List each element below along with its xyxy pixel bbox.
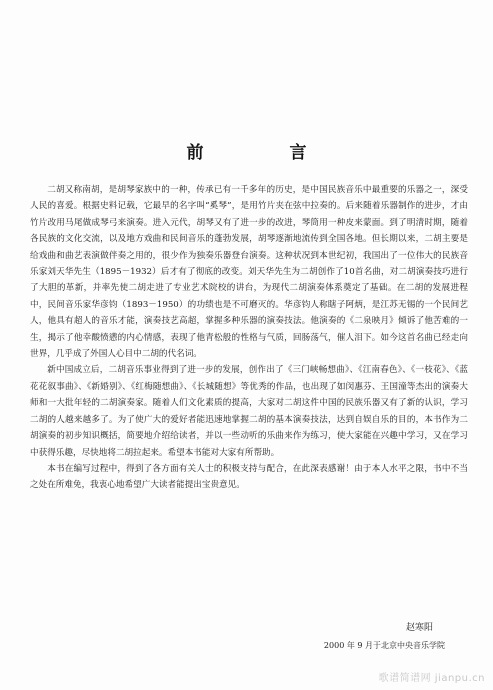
page-title: 前 言 (186, 143, 347, 163)
author-signature: 赵寒阳 (405, 623, 433, 633)
date-line: 2000 年 9 月于北京中央音乐学院 (323, 641, 445, 650)
paragraph-3: 本书在编写过程中，得到了各方面有关人士的积极支持与配合，在此深表感谢！由于本人水平之限，书中不当之处在所难免，我衷心地希望广大读者能提出宝贵意见。 (30, 463, 468, 491)
watermark: 歌谱简谱网 jianpu.cn (378, 673, 485, 684)
paragraph-2: 新中国成立后，二胡音乐事业得到了进一步的发展，创作出了《三门峡畅想曲》、《江南春色》、《一枝花》、《蓝花花叙事曲》、《新婚别》、《红梅随想曲》、《长城随想》等优秀的作品，也出现了如闵惠芬、王国潼等杰出的演奏大师和一大批年轻的二胡演奏家。随着人们文化素质的提高，大家对二胡这件中国的民族乐器又有了新的认识，学习二胡的人越来越多了。为了使广大的爱好者能迅速地掌握二胡的基本演奏技法，达到自娱自乐的目的，本书作为二胡演奏的初步知识概括，简要地介绍给读者，并以一些动听的乐曲来作为练习，使大家能在兴趣中学习，又在学习中获得乐趣，尽快地将二胡拉起来。希望本书能对大家有所帮助。 (30, 365, 468, 458)
paragraph-1: 二胡又称南胡，是胡琴家族中的一种，传承已有一千多年的历史，是中国民族音乐中最重要的乐器之一，深受人民的喜爱。根据史料记载，它最早的名字叫“奚琴”，是用竹片夹在弦中拉奏的。后来随着乐器制作的进步，才由竹片改用马尾做成琴弓来演奏。进入元代，胡琴又有了进一步的改进，琴筒用一种皮来蒙面。到了明清时期，随着各民族的文化交流，以及地方戏曲和民间音乐的蓬勃发展，胡琴逐渐地流传到全国各地。但长期以来，二胡主要是给戏曲和曲艺表演做伴奏之用的，很少作为独奏乐器登台演奏。这种状况到本世纪初，我国出了一位伟大的民族音乐家刘天华先生（1895－1932）后才有了彻底的改变。刘天华先生为二胡创作了10首名曲，对二胡演奏技巧进行了大胆的革新，并率先使二胡走进了专业艺术院校的讲台，为现代二胡演奏体系奠定了基础。在二胡的发展进程中，民间音乐家华彦钧（1893－1950）的功绩也是不可磨灭的。华彦钧人称瞎子阿炳，是江苏无锡的一个民间艺人，他具有超人的音乐才能，演奏技艺高超，掌握多种乐器的演奏技法。他演奏的《二泉映月》倾诉了他苦难的一生，揭示了他幸酸愤懑的内心情感，表现了他青松般的性格与气质，回肠荡气，催人泪下。如今这首名曲已经走向世界，几乎成了外国人心目中二胡的代名词。 (30, 185, 468, 360)
preface-body (30, 182, 468, 494)
